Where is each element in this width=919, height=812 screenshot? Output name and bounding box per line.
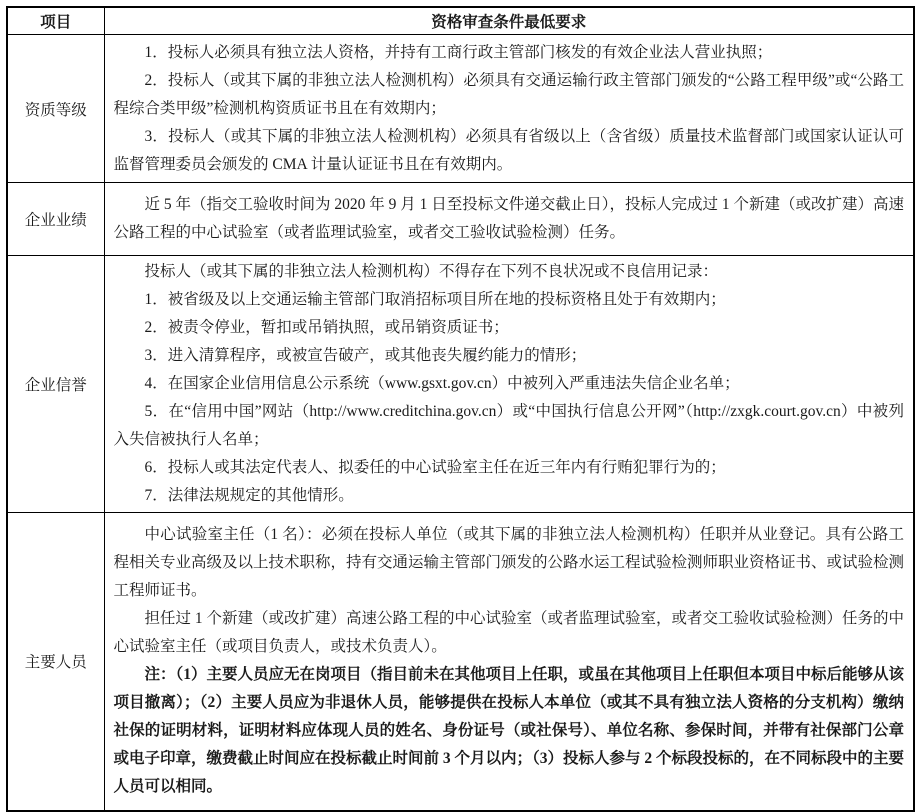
row-content-enterprise-performance: [104, 183, 914, 256]
paragraph: 1．投标人必须具有独立法人资格，并持有工商行政主管部门核发的有效企业法人营业执照；: [144, 43, 773, 61]
paragraph: 2．被责令停业，暂扣或吊销执照，或吊销资质证书；: [144, 319, 509, 336]
column-header-item: 项目: [7, 7, 104, 35]
paragraph: 7．法律法规规定的其他情形。: [144, 487, 354, 504]
paragraph: 3．进入清算程序，或被宣告破产，或其他丧失履约能力的情形；: [144, 347, 587, 364]
table-row-enterprise-credit: [7, 256, 914, 513]
table-header-row: [7, 7, 914, 35]
row-label-qualification-grade: 资质等级: [7, 35, 104, 183]
table-row-qualification-grade: [7, 35, 914, 183]
column-header-requirements: 资格审查条件最低要求: [104, 7, 914, 35]
row-label-enterprise-credit: 企业信誉: [7, 256, 104, 513]
paragraph: 1．被省级及以上交通运输主管部门取消招标项目所在地的投标资格且处于有效期内；: [144, 291, 726, 308]
row-content-enterprise-credit: [104, 256, 914, 513]
row-content-qualification-grade: [104, 35, 914, 183]
paragraph: 6．投标人或其法定代表人、拟委任的中心试验室主任在近三年内有行贿犯罪行为的；: [144, 459, 726, 476]
paragraph: 4．在国家企业信用信息公示系统（www.gsxt.gov.cn）中被列入严重违法失信企业名单；: [144, 375, 740, 392]
paragraph: 3．投标人（或其下属的非独立法人检测机构）必须具有省级以上（含省级）质量技术监督部门或国家认证认可监督管理委员会颁发的 CMA 计量认证证书且在有效期内。: [113, 127, 904, 173]
row-label-key-personnel: 主要人员: [7, 513, 104, 811]
row-content-key-personnel: [104, 513, 914, 811]
paragraph: 担任过 1 个新建（或改扩建）高速公路工程的中心试验室（或者监理试验室，或者交工验收试验检测）任务的中心试验室主任（或项目负责人，或技术负责人）。: [113, 610, 905, 656]
table-row-key-personnel: [7, 513, 914, 811]
paragraph: 2．投标人（或其下属的非独立法人检测机构）必须具有交通运输行政主管部门颁发的“公路工程甲级”或“公路工程综合类甲级”检测机构资质证书且在有效期内；: [113, 71, 904, 117]
row-label-enterprise-performance: 企业业绩: [7, 183, 104, 256]
paragraph: 投标人（或其下属的非独立法人检测机构）不得存在下列不良状况或不良信用记录：: [144, 263, 719, 280]
paragraph: 中心试验室主任（1 名）：必须在投标人单位（或其下属的非独立法人检测机构）任职并从业登记。具有公路工程相关专业高级及以上技术职称，持有交通运输主管部门颁发的公路水运工程试验检测师职业资格证书、或试验检测工程师证书。: [113, 526, 905, 600]
paragraph: 5．在“信用中国”网站（http://www.creditchina.gov.cn）或“中国执行信息公开网”（http://zxgk.court.gov.cn）中被列入失信被执行人名单；: [113, 403, 904, 448]
table-row-enterprise-performance: [7, 183, 914, 256]
paragraph-note: 注：（1）主要人员应无在岗项目（指目前未在其他项目上任职，或虽在其他项目上任职但本项目中标后能够从该项目撤离）；（2）主要人员应为非退休人员，能够提供在投标人本单位（或其不具有独立法人资格的分支机构）缴纳社保的证明材料，证明材料应体现人员的姓名、身份证号（或社保号）、单位名称、参保时间，并带有社保部门公章或电子印章，缴费截止时间应在投标截止时间前 3 个月以内；（3）投标人参与 2 个标段投标的，在不同标段中的主要人员可以相同。: [113, 666, 905, 796]
qualification-review-table: [6, 6, 915, 812]
paragraph: 近 5 年（指交工验收时间为 2020 年 9 月 1 日至投标文件递交截止日），投标人完成过 1 个新建（或改扩建）高速公路工程的中心试验室（或者监理试验室，或者交工验收试验检测）任务。: [113, 196, 905, 241]
